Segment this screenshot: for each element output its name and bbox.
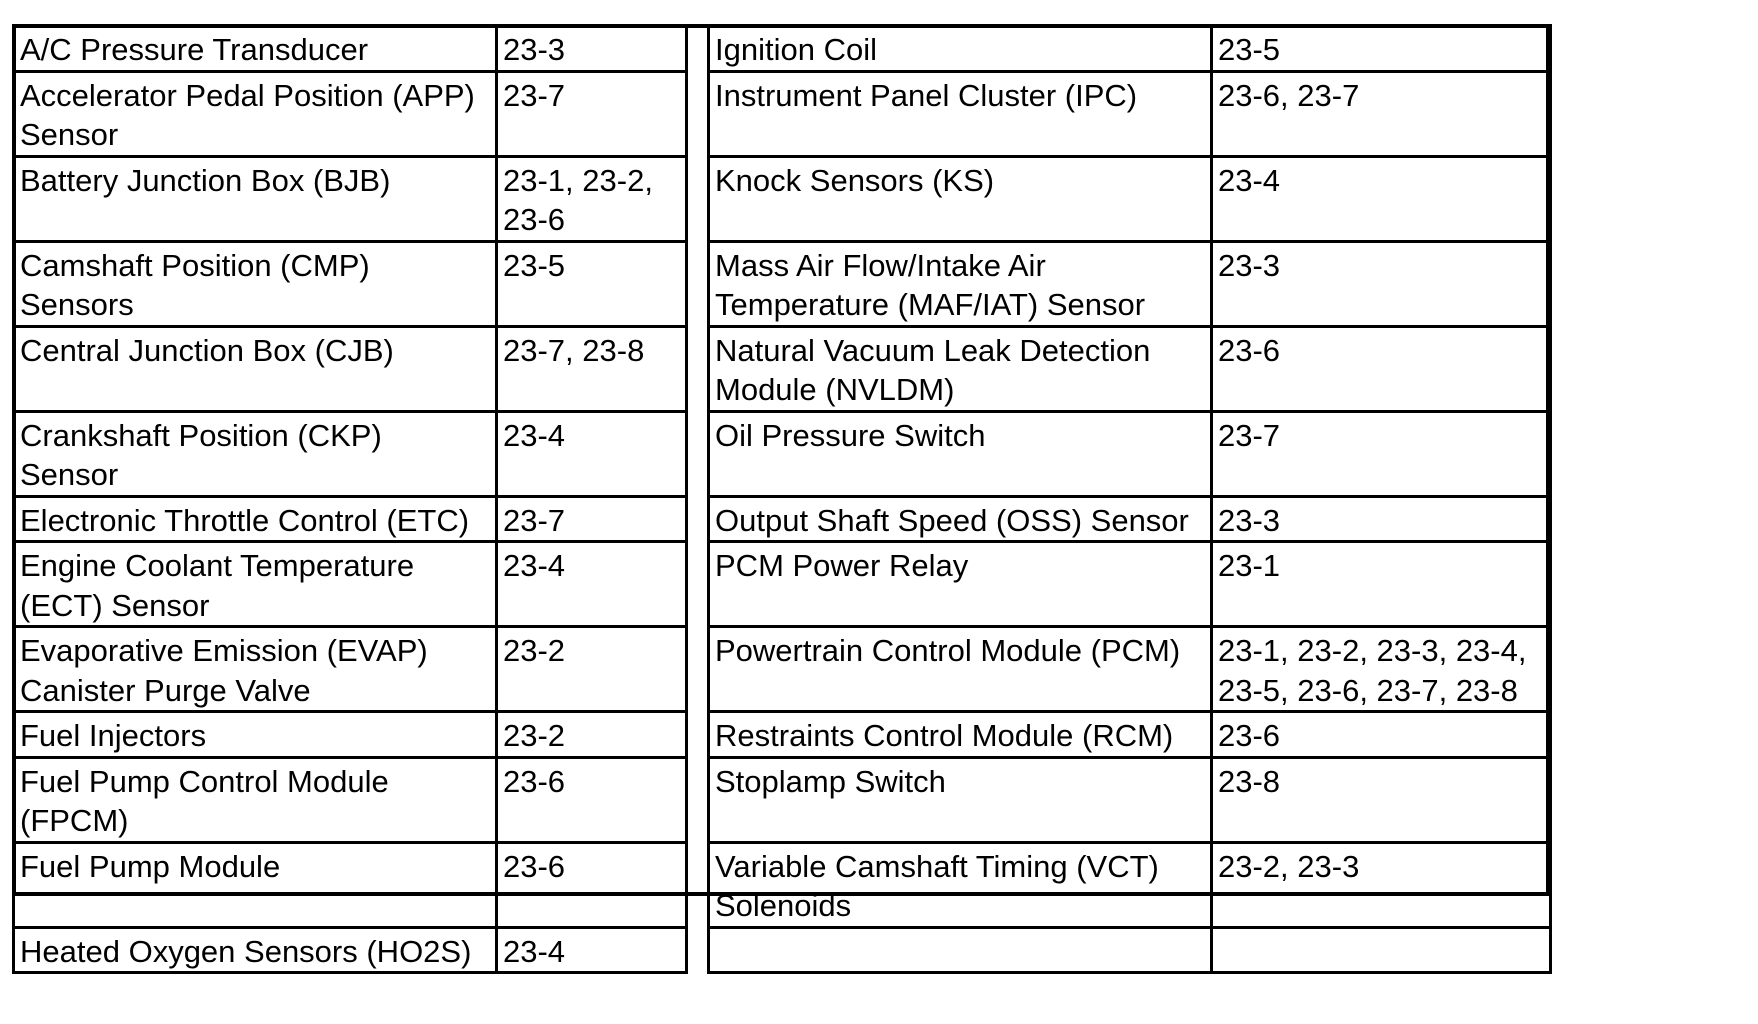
right-pages-cell: 23-6 [1212,712,1551,758]
right-pages-cell: 23-4 [1212,156,1551,241]
right-component-cell: Mass Air Flow/Intake Air Temperature (MAF/IAT) Sensor [709,241,1212,326]
left-component-cell: Fuel Pump Control Module (FPCM) [14,757,497,842]
right-pages-cell: 23-6 [1212,326,1551,411]
right-component-cell: Instrument Panel Cluster (IPC) [709,71,1212,156]
left-component-cell: Central Junction Box (CJB) [14,326,497,411]
left-component-cell: Heated Oxygen Sensors (HO2S) [14,927,497,973]
left-pages-cell: 23-6 [497,842,687,927]
left-component-cell: Evaporative Emission (EVAP) Canister Purge Valve [14,627,497,712]
right-component-cell: Ignition Coil [709,26,1212,72]
left-pages-cell: 23-4 [497,927,687,973]
right-component-cell: Natural Vacuum Leak Detection Module (NVLDM) [709,326,1212,411]
right-pages-cell: 23-3 [1212,496,1551,542]
right-component-cell: Knock Sensors (KS) [709,156,1212,241]
right-pages-cell: 23-8 [1212,757,1551,842]
table-outer-border [12,24,1550,896]
left-pages-cell: 23-7 [497,496,687,542]
right-pages-cell: 23-6, 23-7 [1212,71,1551,156]
right-pages-cell: 23-2, 23-3 [1212,842,1551,927]
right-pages-cell [1212,927,1551,973]
right-pages-cell: 23-3 [1212,241,1551,326]
right-pages-cell: 23-1 [1212,542,1551,627]
left-component-cell: Crankshaft Position (CKP) Sensor [14,411,497,496]
left-pages-cell: 23-6 [497,757,687,842]
column-gap [687,927,709,973]
left-pages-cell: 23-5 [497,241,687,326]
left-pages-cell: 23-2 [497,712,687,758]
right-component-cell: Restraints Control Module (RCM) [709,712,1212,758]
left-pages-cell: 23-1, 23-2, 23-6 [497,156,687,241]
left-pages-cell: 23-3 [497,26,687,72]
left-component-cell: Engine Coolant Temperature (ECT) Sensor [14,542,497,627]
right-component-cell: PCM Power Relay [709,542,1212,627]
right-component-cell: Powertrain Control Module (PCM) [709,627,1212,712]
right-component-cell: Variable Camshaft Timing (VCT) Solenoids [709,842,1212,927]
left-component-cell: Fuel Injectors [14,712,497,758]
left-pages-cell: 23-7, 23-8 [497,326,687,411]
left-pages-cell: 23-4 [497,411,687,496]
left-component-cell: Fuel Pump Module [14,842,497,927]
right-pages-cell: 23-7 [1212,411,1551,496]
left-pages-cell: 23-7 [497,71,687,156]
left-component-cell: Camshaft Position (CMP) Sensors [14,241,497,326]
right-component-cell [709,927,1212,973]
right-component-cell: Oil Pressure Switch [709,411,1212,496]
right-pages-cell: 23-5 [1212,26,1551,72]
left-pages-cell: 23-2 [497,627,687,712]
left-pages-cell: 23-4 [497,542,687,627]
left-component-cell: Electronic Throttle Control (ETC) [14,496,497,542]
right-component-cell: Output Shaft Speed (OSS) Sensor [709,496,1212,542]
table-row [14,927,1551,973]
left-component-cell: Battery Junction Box (BJB) [14,156,497,241]
right-pages-cell: 23-1, 23-2, 23-3, 23-4, 23-5, 23-6, 23-7, 23-8 [1212,627,1551,712]
left-component-cell: A/C Pressure Transducer [14,26,497,72]
left-component-cell: Accelerator Pedal Position (APP) Sensor [14,71,497,156]
right-component-cell: Stoplamp Switch [709,757,1212,842]
